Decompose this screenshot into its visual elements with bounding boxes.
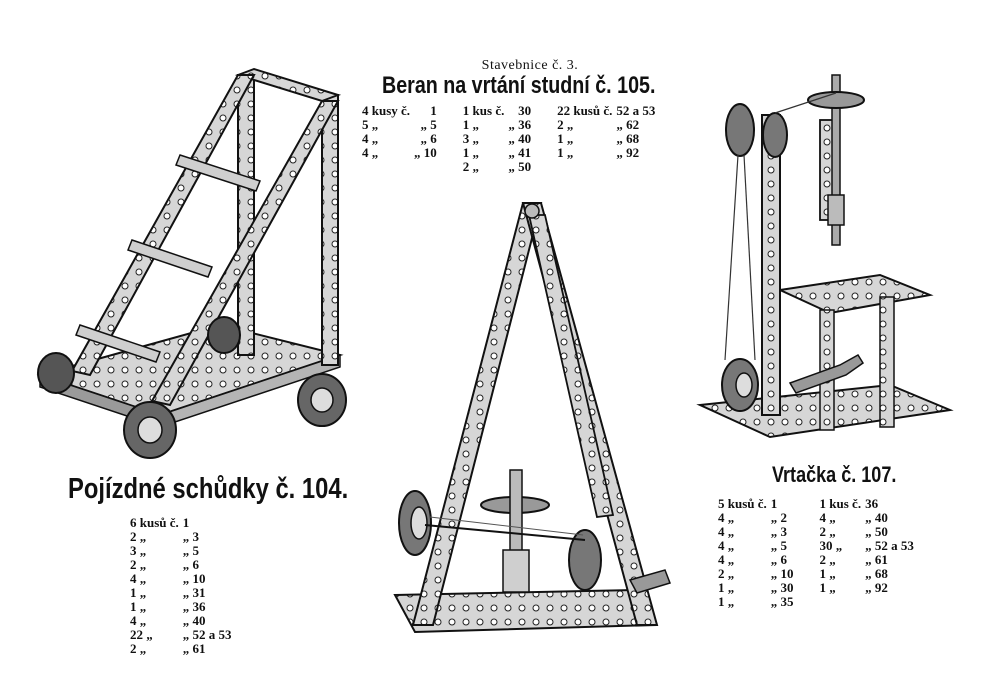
ladder-illustration [20, 55, 360, 455]
parts-row: 1 „ „ 31 [130, 585, 206, 600]
parts-row: 5 „ „ 5 1 „ „ 36 2 „ „ 62 [362, 117, 640, 132]
parts-row: 3 „ „ 5 [130, 543, 200, 558]
parts-row: 4 „ „ 3 2 „ „ 50 [718, 524, 888, 539]
parts-row: 2 „ „ 3 [130, 529, 200, 544]
ram-illustration [375, 195, 675, 640]
ram-title: Beran na vrtání studní č. 105. [382, 72, 656, 99]
parts-row: 2 „ „ 50 [462, 159, 532, 174]
wheel-icon [124, 402, 176, 458]
parts-row: 2 „ „ 10 1 „ „ 68 [718, 566, 888, 581]
drill-parts-list [718, 497, 918, 609]
parts-row: 4 „ „ 40 [130, 613, 206, 628]
drill-illustration [680, 65, 970, 460]
parts-row: 1 „ „ 30 1 „ „ 92 [718, 580, 888, 595]
ladder-parts-list [130, 516, 236, 656]
series-label: Stavebnice č. 3. [481, 58, 579, 73]
parts-row: 4 „ „ 6 2 „ „ 61 [718, 552, 888, 567]
parts-row: 4 „ „ 2 4 „ „ 40 [718, 510, 888, 525]
pulley-icon [399, 491, 431, 555]
parts-row: 6 kusů č. 1 [130, 515, 190, 530]
parts-row: 4 „ „ 6 3 „ „ 40 1 „ „ 68 [362, 131, 640, 146]
pulley-icon [722, 359, 758, 411]
drill-title: Vrtačka č. 107. [772, 462, 897, 487]
parts-row: 1 „ „ 35 [718, 594, 794, 609]
wheel-icon [38, 353, 74, 393]
ram-parts-list [362, 104, 659, 174]
parts-row: 1 „ „ 36 [130, 599, 206, 614]
parts-row: 4 „ „ 10 1 „ „ 41 1 „ „ 92 [362, 145, 640, 160]
wheel-icon [208, 317, 240, 353]
ladder-title: Pojízdné schůdky č. 104. [68, 473, 349, 505]
parts-row: 4 „ „ 10 [130, 571, 206, 586]
parts-row: 5 kusů č. 1 1 kus č. 36 [718, 496, 879, 511]
parts-row: 4 „ „ 5 30 „ „ 52 a 53 [718, 538, 914, 553]
parts-row: 4 kusy č. 1 1 kus č. 30 22 kusů č. 52 a 53 [362, 103, 656, 118]
parts-row: 22 „ „ 52 a 53 [130, 627, 232, 642]
wheel-icon [298, 374, 346, 426]
parts-row: 2 „ „ 61 [130, 641, 206, 656]
parts-row: 2 „ „ 6 [130, 557, 200, 572]
